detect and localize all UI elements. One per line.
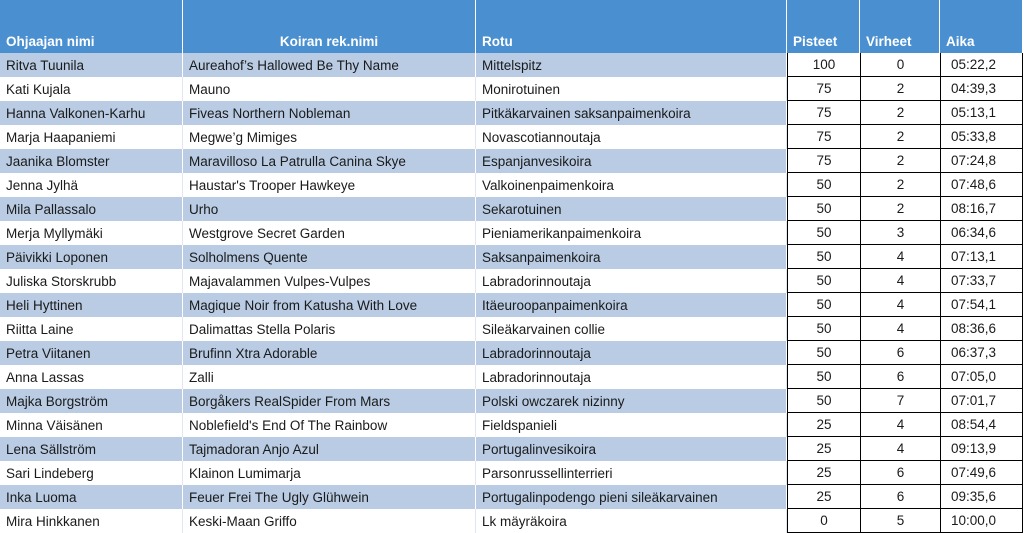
cell-breed: Labradorinnoutaja	[476, 341, 787, 365]
table-row	[0, 77, 1023, 101]
cell-time: 07:33,7	[940, 269, 1023, 293]
cell-dog-name: Magique Noir from Katusha With Love	[183, 293, 476, 317]
cell-time: 08:54,4	[940, 413, 1023, 437]
table-row	[0, 437, 1023, 461]
cell-time: 07:01,7	[940, 389, 1023, 413]
cell-handler: Riitta Laine	[0, 317, 183, 341]
cell-dog-name: Keski-Maan Griffo	[183, 509, 476, 533]
cell-dog-name: Solholmens Quente	[183, 245, 476, 269]
cell-breed: Novascotiannoutaja	[476, 125, 787, 149]
cell-faults: 6	[860, 365, 940, 389]
table-row	[0, 341, 1023, 365]
table-row	[0, 197, 1023, 221]
cell-points: 25	[787, 437, 860, 461]
header-dog-name: Koiran rek.nimi	[183, 0, 476, 53]
header-faults: Virheet	[860, 0, 940, 53]
cell-faults: 5	[860, 509, 940, 533]
cell-points: 50	[787, 293, 860, 317]
cell-dog-name: Feuer Frei The Ugly Glühwein	[183, 485, 476, 509]
cell-points: 0	[787, 509, 860, 533]
cell-faults: 4	[860, 437, 940, 461]
cell-breed: Monirotuinen	[476, 77, 787, 101]
cell-handler: Sari Lindeberg	[0, 461, 183, 485]
cell-handler: Mila Pallassalo	[0, 197, 183, 221]
header-breed: Rotu	[476, 0, 787, 53]
cell-faults: 7	[860, 389, 940, 413]
cell-handler: Minna Väisänen	[0, 413, 183, 437]
cell-time: 04:39,3	[940, 77, 1023, 101]
cell-points: 75	[787, 101, 860, 125]
cell-handler: Petra Viitanen	[0, 341, 183, 365]
cell-time: 08:36,6	[940, 317, 1023, 341]
cell-time: 10:00,0	[940, 509, 1023, 533]
cell-handler: Päivikki Loponen	[0, 245, 183, 269]
cell-faults: 4	[860, 245, 940, 269]
cell-breed: Saksanpaimenkoira	[476, 245, 787, 269]
cell-faults: 4	[860, 293, 940, 317]
cell-time: 05:13,1	[940, 101, 1023, 125]
cell-time: 06:37,3	[940, 341, 1023, 365]
cell-points: 50	[787, 245, 860, 269]
table-header	[0, 0, 1023, 53]
table-row	[0, 413, 1023, 437]
table-row	[0, 293, 1023, 317]
cell-handler: Jaanika Blomster	[0, 149, 183, 173]
cell-points: 75	[787, 149, 860, 173]
cell-breed: Espanjanvesikoira	[476, 149, 787, 173]
cell-breed: Portugalinpodengo pieni sileäkarvainen	[476, 485, 787, 509]
cell-dog-name: Urho	[183, 197, 476, 221]
cell-handler: Ritva Tuunila	[0, 53, 183, 77]
header-handler-name: Ohjaajan nimi	[0, 0, 183, 53]
cell-points: 25	[787, 485, 860, 509]
cell-dog-name: Haustar's Trooper Hawkeye	[183, 173, 476, 197]
cell-handler: Hanna Valkonen-Karhu	[0, 101, 183, 125]
cell-time: 07:54,1	[940, 293, 1023, 317]
cell-dog-name: Zalli	[183, 365, 476, 389]
cell-dog-name: Aureahof’s Hallowed Be Thy Name	[183, 53, 476, 77]
cell-points: 50	[787, 341, 860, 365]
cell-breed: Valkoinenpaimenkoira	[476, 173, 787, 197]
cell-dog-name: Maravilloso La Patrulla Canina Skye	[183, 149, 476, 173]
table-row	[0, 485, 1023, 509]
cell-time: 05:33,8	[940, 125, 1023, 149]
cell-dog-name: Mauno	[183, 77, 476, 101]
cell-faults: 4	[860, 317, 940, 341]
cell-breed: Portugalinvesikoira	[476, 437, 787, 461]
cell-handler: Kati Kujala	[0, 77, 183, 101]
cell-points: 75	[787, 77, 860, 101]
cell-breed: Sekarotuinen	[476, 197, 787, 221]
cell-faults: 3	[860, 221, 940, 245]
cell-faults: 2	[860, 149, 940, 173]
cell-breed: Mittelspitz	[476, 53, 787, 77]
cell-faults: 0	[860, 53, 940, 77]
cell-handler: Merja Myllymäki	[0, 221, 183, 245]
cell-faults: 4	[860, 413, 940, 437]
table-row	[0, 269, 1023, 293]
cell-faults: 6	[860, 461, 940, 485]
cell-faults: 6	[860, 341, 940, 365]
cell-breed: Fieldspanieli	[476, 413, 787, 437]
cell-handler: Mira Hinkkanen	[0, 509, 183, 533]
cell-dog-name: Borgåkers RealSpider From Mars	[183, 389, 476, 413]
table-row	[0, 509, 1023, 533]
table-row	[0, 461, 1023, 485]
header-points: Pisteet	[787, 0, 860, 53]
header-time: Aika	[940, 0, 1023, 53]
cell-points: 25	[787, 413, 860, 437]
cell-faults: 6	[860, 485, 940, 509]
cell-breed: Pitkäkarvainen saksanpaimenkoira	[476, 101, 787, 125]
cell-breed: Lk mäyräkoira	[476, 509, 787, 533]
cell-faults: 4	[860, 269, 940, 293]
cell-points: 50	[787, 317, 860, 341]
cell-faults: 2	[860, 101, 940, 125]
cell-time: 07:49,6	[940, 461, 1023, 485]
cell-handler: Lena Sällström	[0, 437, 183, 461]
cell-time: 07:13,1	[940, 245, 1023, 269]
cell-time: 08:16,7	[940, 197, 1023, 221]
cell-time: 06:34,6	[940, 221, 1023, 245]
cell-breed: Itäeuroopanpaimenkoira	[476, 293, 787, 317]
cell-time: 09:13,9	[940, 437, 1023, 461]
table-row	[0, 221, 1023, 245]
table-row	[0, 101, 1023, 125]
cell-points: 50	[787, 389, 860, 413]
cell-dog-name: Klainon Lumimarja	[183, 461, 476, 485]
cell-time: 07:24,8	[940, 149, 1023, 173]
table-row	[0, 149, 1023, 173]
table-body	[0, 53, 1023, 533]
cell-handler: Majka Borgström	[0, 389, 183, 413]
cell-dog-name: Majavalammen Vulpes-Vulpes	[183, 269, 476, 293]
cell-faults: 2	[860, 125, 940, 149]
cell-faults: 2	[860, 173, 940, 197]
cell-dog-name: Megwe’g Mimiges	[183, 125, 476, 149]
cell-points: 50	[787, 173, 860, 197]
cell-handler: Inka Luoma	[0, 485, 183, 509]
cell-points: 25	[787, 461, 860, 485]
cell-breed: Labradorinnoutaja	[476, 365, 787, 389]
cell-handler: Anna Lassas	[0, 365, 183, 389]
cell-dog-name: Brufinn Xtra Adorable	[183, 341, 476, 365]
cell-dog-name: Noblefield's End Of The Rainbow	[183, 413, 476, 437]
cell-handler: Jenna Jylhä	[0, 173, 183, 197]
cell-points: 50	[787, 221, 860, 245]
cell-breed: Labradorinnoutaja	[476, 269, 787, 293]
table-row	[0, 245, 1023, 269]
cell-handler: Heli Hyttinen	[0, 293, 183, 317]
table-row	[0, 365, 1023, 389]
cell-breed: Sileäkarvainen collie	[476, 317, 787, 341]
cell-points: 100	[787, 53, 860, 77]
cell-breed: Pieniamerikanpaimenkoira	[476, 221, 787, 245]
cell-points: 50	[787, 269, 860, 293]
cell-faults: 2	[860, 77, 940, 101]
cell-points: 50	[787, 365, 860, 389]
cell-points: 75	[787, 125, 860, 149]
table-row	[0, 317, 1023, 341]
cell-dog-name: Tajmadoran Anjo Azul	[183, 437, 476, 461]
cell-time: 07:05,0	[940, 365, 1023, 389]
table-row	[0, 125, 1023, 149]
cell-faults: 2	[860, 197, 940, 221]
cell-handler: Juliska Storskrubb	[0, 269, 183, 293]
cell-breed: Parsonrussellinterrieri	[476, 461, 787, 485]
cell-time: 07:48,6	[940, 173, 1023, 197]
cell-points: 50	[787, 197, 860, 221]
cell-dog-name: Westgrove Secret Garden	[183, 221, 476, 245]
cell-time: 05:22,2	[940, 53, 1023, 77]
cell-handler: Marja Haapaniemi	[0, 125, 183, 149]
table-row	[0, 389, 1023, 413]
cell-dog-name: Fiveas Northern Nobleman	[183, 101, 476, 125]
cell-dog-name: Dalimattas Stella Polaris	[183, 317, 476, 341]
cell-breed: Polski owczarek nizinny	[476, 389, 787, 413]
table-row	[0, 53, 1023, 77]
table-row	[0, 173, 1023, 197]
cell-time: 09:35,6	[940, 485, 1023, 509]
